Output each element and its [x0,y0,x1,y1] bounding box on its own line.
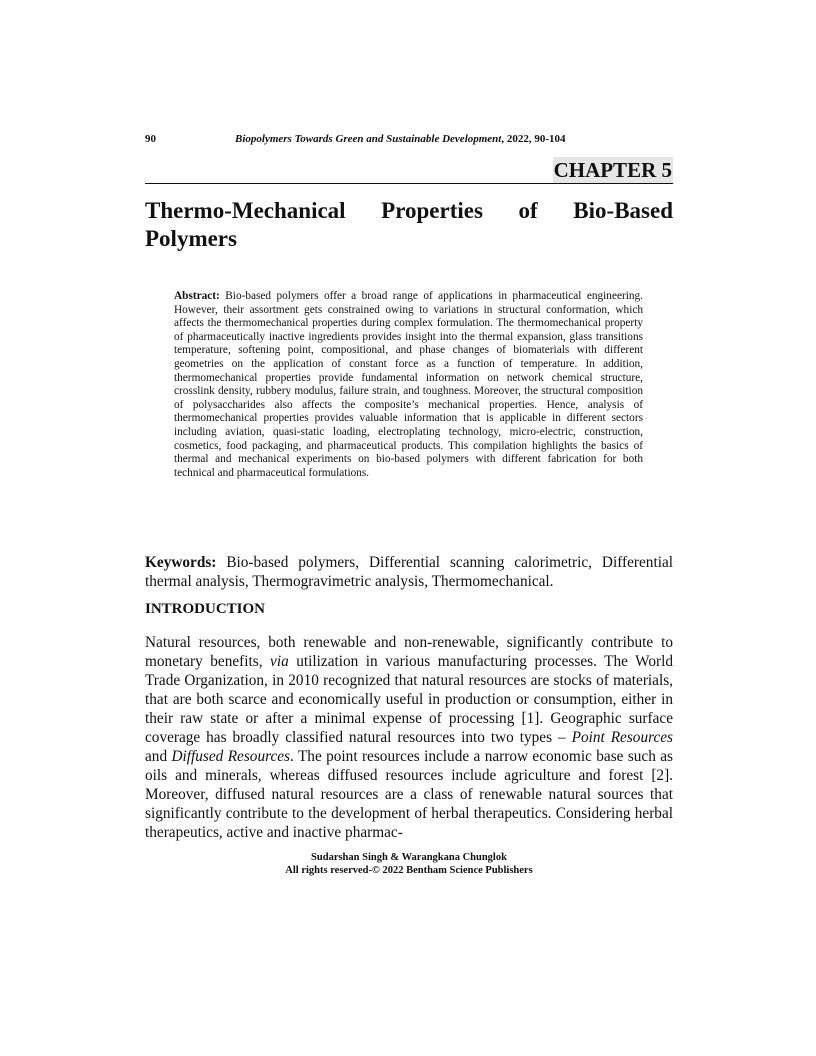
keywords-text: Bio-based polymers, Differential scanning calorimetric, Differential thermal analysis, Thermogravimetric analysis, Thermomechanical. [145,554,673,590]
keywords-label: Keywords: [145,554,217,571]
intro-text-3: . The point resources include a narrow economic base such as oils and minerals, whereas diffused resources include agriculture and forest [2]. Moreover, diffused natural resources are a class of renewable natural sources that significantly contribute to the development of herbal therapeutics. Considering herbal therapeutics, active and inactive pharmac- [145,748,673,841]
introduction-paragraph [145,633,673,842]
footer-rights: All rights reserved-© 2022 Bentham Science Publishers [285,865,533,876]
chapter-label: CHAPTER 5 [553,158,672,182]
chapter-title: Thermo-Mechanical Properties of Bio-Based Polymers [145,198,673,251]
abstract [174,290,643,480]
intro-via: via [270,653,289,670]
intro-text-2: utilization in various manufacturing processes. The World Trade Organization, in 2010 recognized that natural resources are stocks of materials, that are both scarce and economically useful in production or consumption, either in their raw state or after a minimal expense of processing [1]. Geographic surface coverage has broadly classified natural resources into two types – [145,653,673,746]
keywords [145,553,673,591]
section-heading-introduction: INTRODUCTION [145,601,266,617]
abstract-label: Abstract: [174,290,220,302]
abstract-text: Bio-based polymers offer a broad range of applications in pharmaceutical engineering. However, their assortment gets constrained owing to variations in structural conformation, which affects the thermomechanical properties during complex formulation. The thermomechanical property of pharmaceutically inactive ingredients provides insight into the thermal expansion, glass transitions temperature, softening point, compositional, and phase changes of biomaterials with different geometries on the application of constant force as a function of temperature. In addition, thermomechanical properties provide fundamental information on network chemical structure, crosslink density, rubbery modulus, failure strain, and toughness. Moreover, the structural composition of polysaccharides also affects the composite’s mechanical properties. Hence, analysis of thermomechanical properties provides valuable information that is applicable in different sectors including aviation, quasi-static loading, electroplating technology, micro-electric, construction, cosmetics, food packaging, and pharmaceutical products. This compilation highlights the basics of thermal and mechanical experiments on bio-based polymers with different fabrication for both technical and pharmaceutical formulations. [174,290,644,479]
chapter-divider [145,183,673,184]
page-number: 90 [145,133,156,145]
page-footer [145,851,673,877]
journal-details: , 2022, 90-104 [501,133,566,145]
footer-authors: Sudarshan Singh & Warangkana Chunglok [311,852,507,863]
intro-text-1: Natural resources, both renewable and non-renewable, significantly contribute to monetary benefits, [145,634,673,670]
intro-and: and [145,748,172,765]
intro-point-resources: Point Resources [571,729,674,746]
journal-citation [235,133,566,145]
intro-diffused-resources: Diffused Resources [171,748,291,765]
journal-title: Biopolymers Towards Green and Sustainable Development [235,133,502,145]
